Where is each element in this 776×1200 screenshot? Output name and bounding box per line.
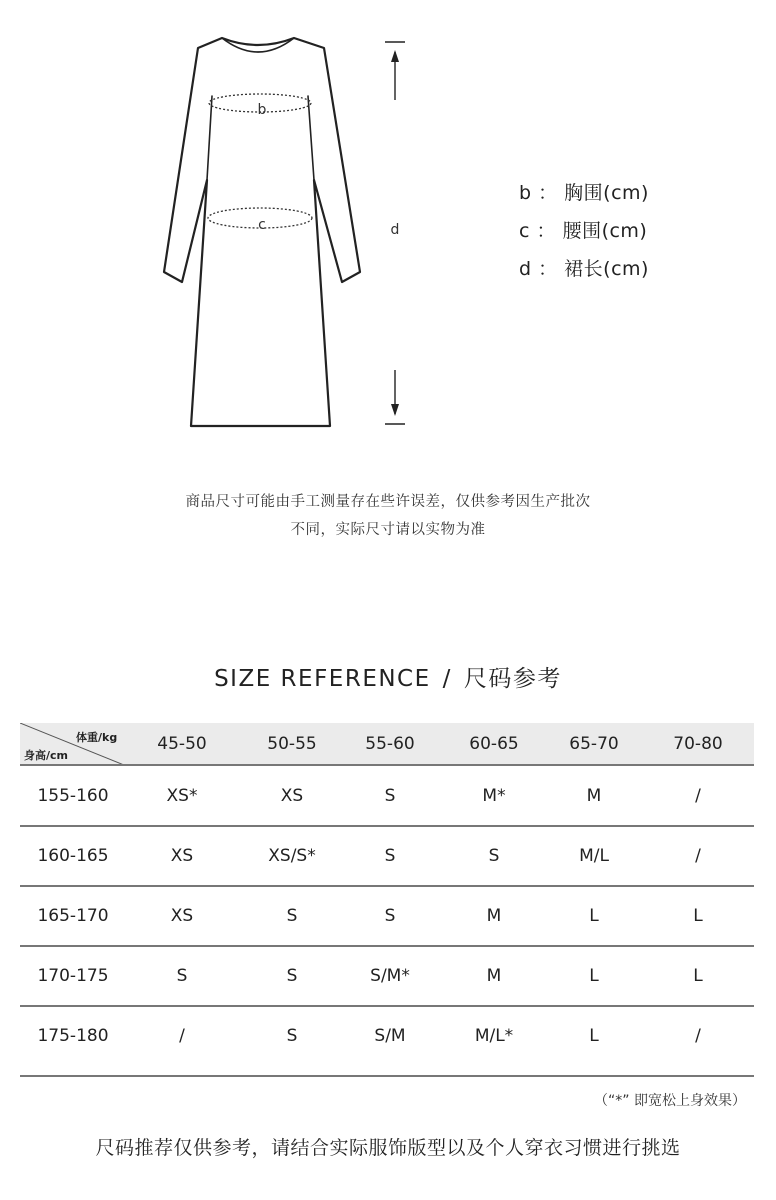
column-header: 45-50 (157, 734, 207, 754)
measurement-note-line2: 不同，实际尺寸请以实物为准 (290, 522, 486, 538)
size-cell: L (693, 966, 703, 986)
table-header-row (20, 723, 754, 765)
size-cell: M/L (579, 846, 609, 866)
loose-fit-footnote: （“*” 即宽松上身效果） (594, 1093, 746, 1109)
table-row (20, 946, 754, 1006)
measurement-legend (519, 174, 649, 288)
height-cell: 160-165 (37, 846, 109, 866)
column-header: 55-60 (365, 734, 415, 754)
size-cell: S (286, 1026, 298, 1046)
size-cell: M/L* (474, 1026, 514, 1046)
legend-item-d: d ： 裙长(cm) (519, 258, 649, 280)
table-corner-cell (20, 723, 124, 765)
legend-item-c: c ： 腰围(cm) (519, 220, 648, 242)
section-title: SIZE REFERENCE / 尺码参考 (214, 666, 562, 692)
size-cell: S/M* (370, 966, 410, 986)
table-divider (20, 1075, 754, 1077)
corner-weight-label: 体重/kg (76, 731, 118, 744)
column-header: 50-55 (267, 734, 317, 754)
legend-item-b: b ： 胸围(cm) (519, 182, 649, 204)
size-cell: S/M (374, 1026, 406, 1046)
diagram-label-d: d (390, 222, 400, 238)
size-cell: L (589, 966, 599, 986)
table-row (20, 1006, 754, 1066)
height-cell: 155-160 (37, 786, 109, 806)
size-cell: S (384, 906, 396, 926)
size-cell: XS (170, 906, 194, 926)
table-row (20, 886, 754, 946)
size-cell: XS (280, 786, 304, 806)
size-cell: S (176, 966, 188, 986)
size-cell: S (488, 846, 500, 866)
size-cell: L (589, 1026, 599, 1046)
arrow-up-icon (391, 50, 399, 62)
size-cell: XS/S* (268, 846, 316, 866)
size-cell: L (693, 906, 703, 926)
size-cell: S (286, 906, 298, 926)
column-header: 60-65 (469, 734, 519, 754)
height-cell: 175-180 (37, 1026, 109, 1046)
size-cell: / (695, 786, 701, 806)
size-cell: / (695, 846, 701, 866)
size-cell: / (179, 1026, 185, 1046)
height-cell: 165-170 (37, 906, 109, 926)
size-table (20, 723, 754, 1046)
table-row (20, 826, 754, 886)
corner-height-label: 身高/cm (24, 749, 68, 762)
size-cell: M (486, 906, 502, 926)
size-cell: XS (170, 846, 194, 866)
size-cell: S (384, 846, 396, 866)
size-cell: XS* (166, 786, 198, 806)
column-header: 70-80 (673, 734, 723, 754)
table-row (20, 766, 754, 826)
dress-measurement-diagram (0, 0, 776, 450)
column-header: 65-70 (569, 734, 619, 754)
size-cell: L (589, 906, 599, 926)
size-cell: M* (482, 786, 506, 806)
diagram-label-b: b (257, 102, 267, 118)
size-recommendation-note: 尺码推荐仅供参考，请结合实际服饰版型以及个人穿衣习惯进行挑选 (95, 1137, 681, 1159)
size-cell: M (586, 786, 602, 806)
size-cell: / (695, 1026, 701, 1046)
diagram-label-c: c (258, 217, 266, 233)
size-cell: M (486, 966, 502, 986)
sleeve-seam-left (207, 96, 212, 180)
height-cell: 170-175 (37, 966, 109, 986)
size-cell: S (286, 966, 298, 986)
sleeve-seam-right (308, 96, 314, 180)
size-cell: S (384, 786, 396, 806)
measurement-note-line1: 商品尺寸可能由手工测量存在些许误差，仅供参考因生产批次 (185, 494, 591, 510)
arrow-down-icon (391, 404, 399, 416)
